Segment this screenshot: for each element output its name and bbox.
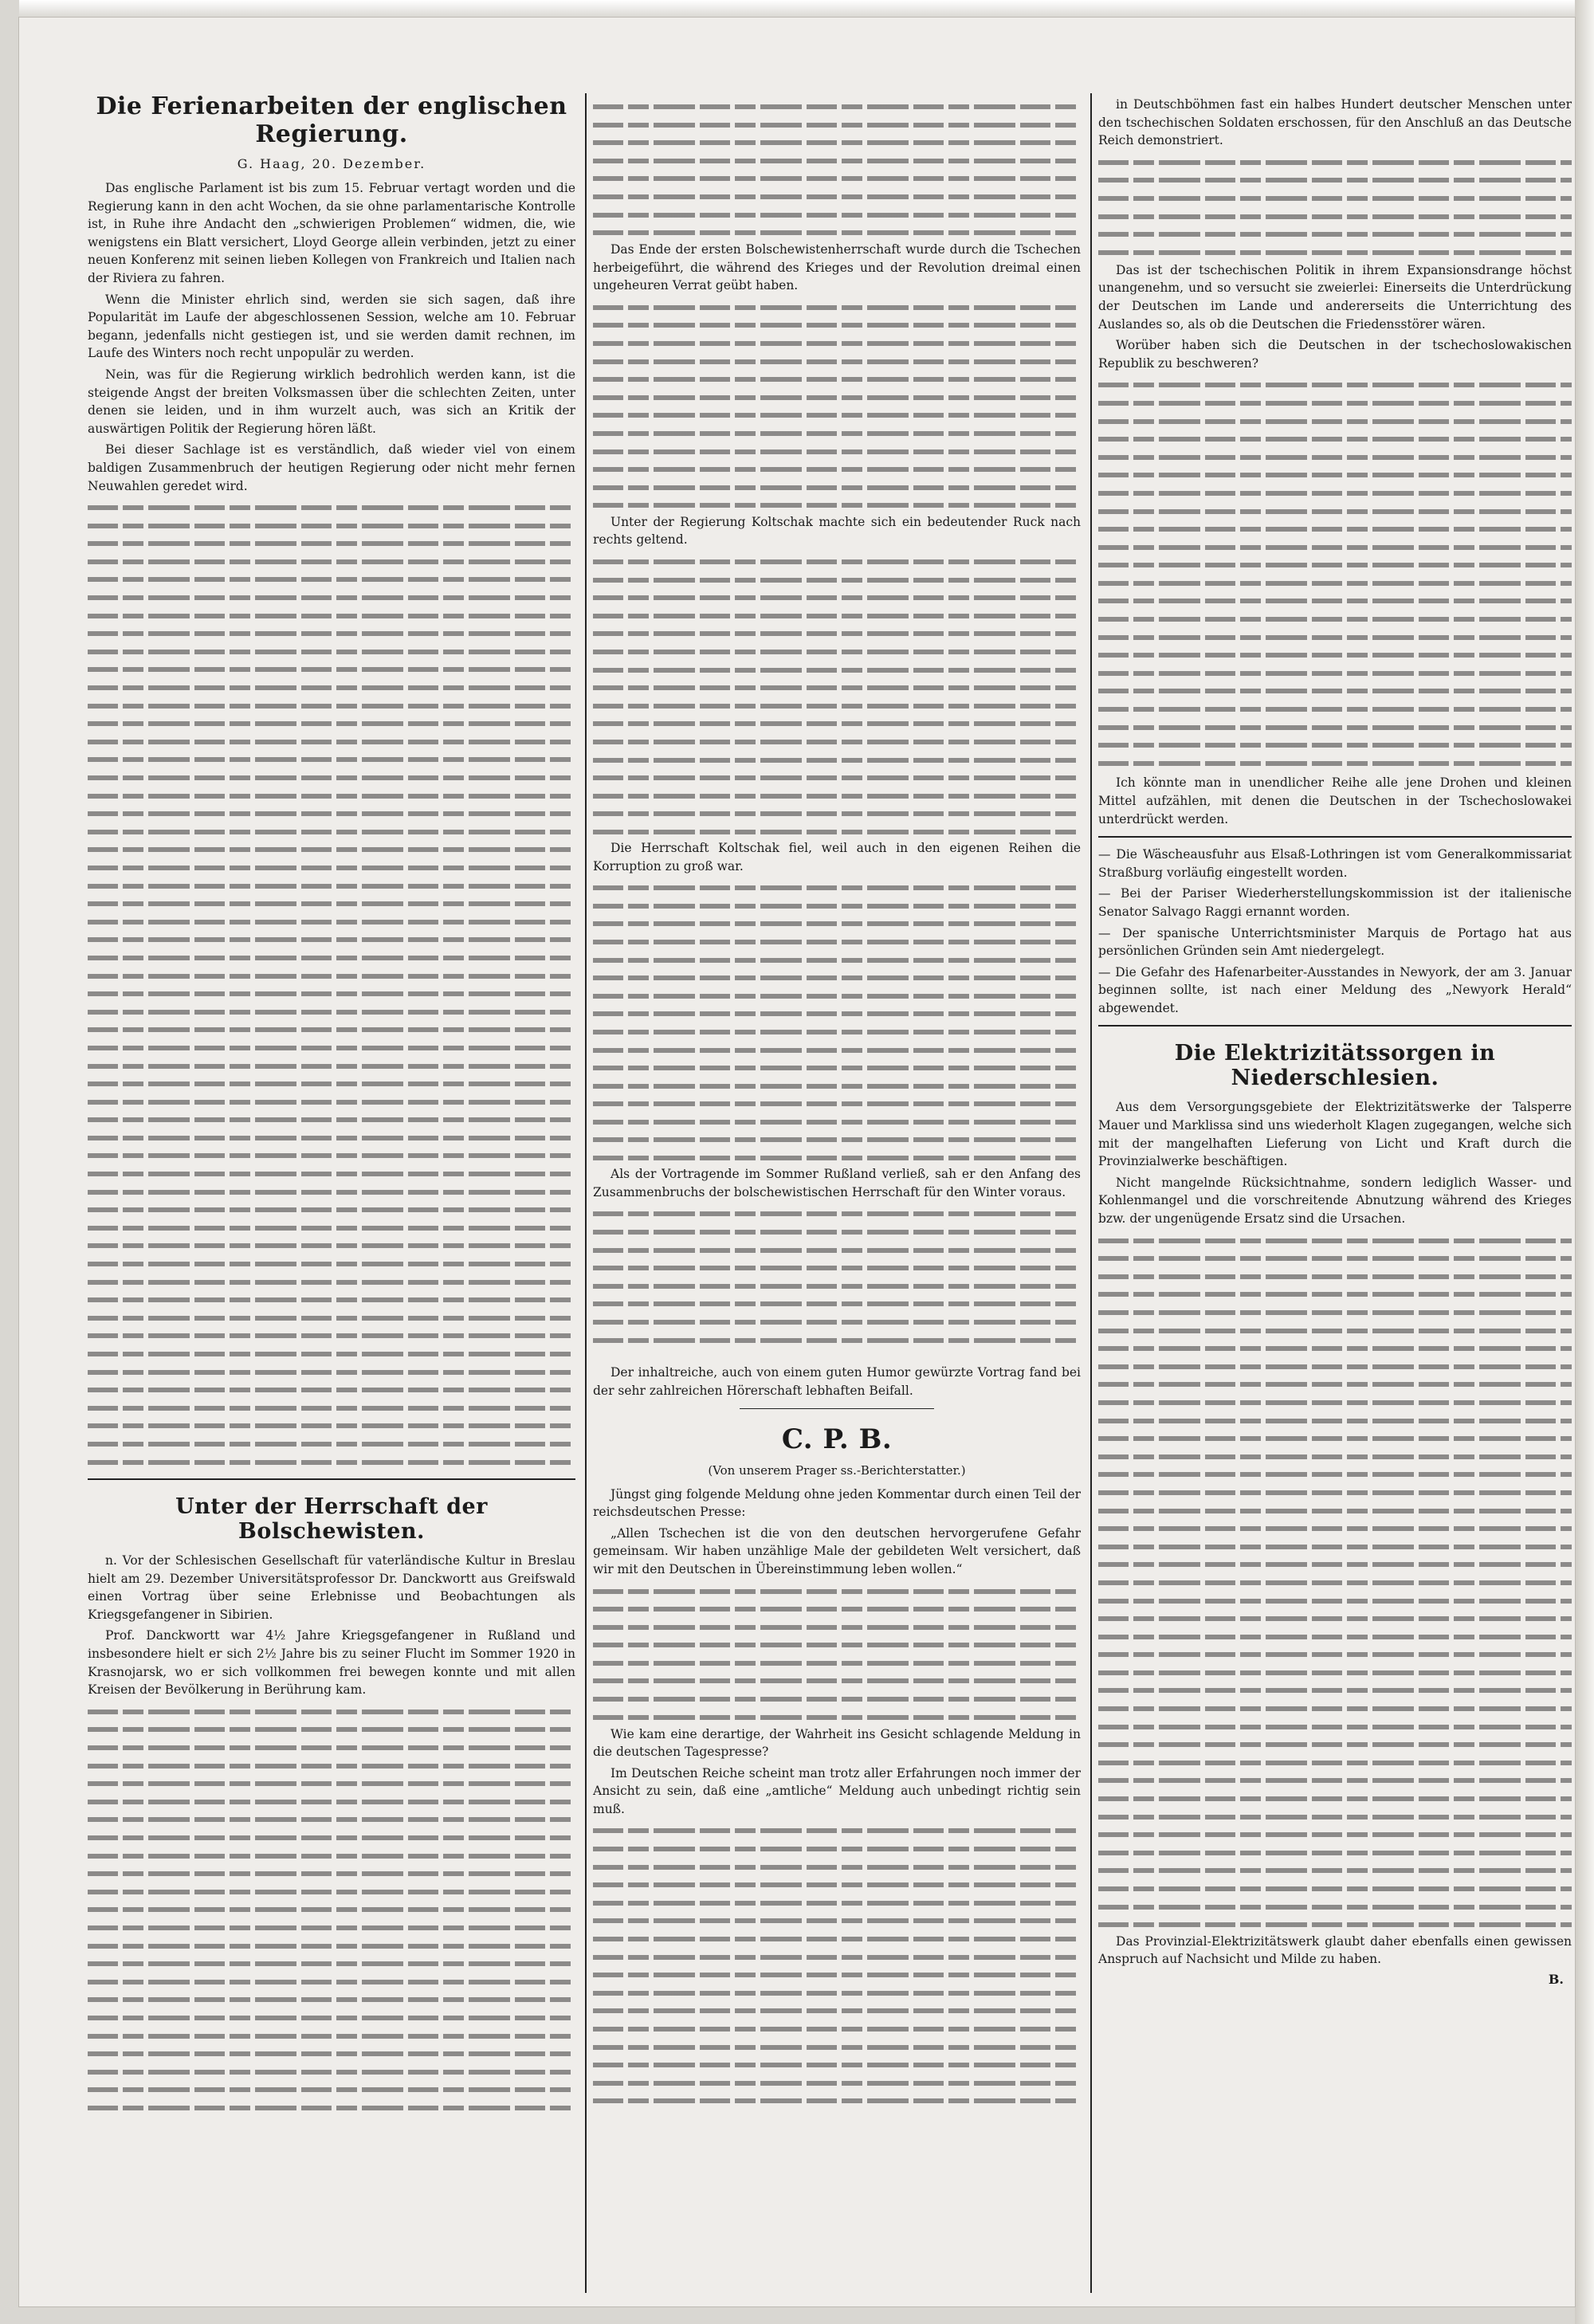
text-lines — [1098, 1231, 1572, 1933]
article-separator — [1098, 1025, 1572, 1027]
text-lines — [593, 298, 1081, 513]
news-note: — Die Gefahr des Hafenarbeiter-Ausstandes in Newyork, der am 3. Januar beginnen sollte, ist nach einer Meldung des „Newyork Herald“ abgewendet. — [1098, 964, 1572, 1015]
paragraph: Unter der Regierung Koltschak machte sich ein bedeutender Ruck nach rechts geltend. — [593, 514, 1081, 548]
column-2 — [593, 97, 1081, 2108]
paragraph: „Allen Tschechen ist die von den deutschen hervorgerufene Gefahr gemeinsam. Wir haben unzählige Male der gebildeten Welt versichert, daß wir mit den Deutschen in Übereinstimmung leben wollen.“ — [593, 1525, 1081, 1576]
text-lines — [593, 1582, 1081, 1725]
paragraph: n. Vor der Schlesischen Gesellschaft für vaterländische Kultur in Breslau hielt am 29. Dezember Universitätsprofessor Dr. Danckwortt aus Greifswald einen Vortrag über seine Erlebnisse und Beobachtungen als Kriegsgefangener in Sibirien. — [88, 1553, 575, 1622]
paragraph: Im Deutschen Reiche scheint man trotz aller Erfahrungen noch immer der Ansicht zu sein, daß eine „amtliche“ Meldung auch unbedingt richtig sein muß. — [593, 1765, 1081, 1816]
article-heading: Die Ferienarbeiten der englischen Regierung. — [96, 92, 567, 148]
news-notes — [1098, 846, 1572, 1017]
text-lines — [88, 498, 575, 1470]
text-lines — [593, 97, 1081, 241]
paragraph: Das Ende der ersten Bolschewistenherrschaft wurde durch die Tschechen herbeigeführt, die während des Krieges und der Revolution dreimal einen ungeheuren Verrat geübt haben. — [593, 242, 1081, 293]
article-separator — [740, 1408, 935, 1409]
article-heading: C. P. B. — [781, 1423, 893, 1455]
newspaper-page — [19, 18, 1575, 2306]
paragraph: Prof. Danckwortt war 4½ Jahre Kriegsgefangener in Rußland und insbesondere hielt er sich 2½ Jahre bis zu seiner Flucht im Sommer 1920 in Krasnojarsk, wo er sich vollkommen frei bewegen konnte und mit allen Kreisen der Bevölkerung in Berührung kam. — [88, 1628, 575, 1698]
paragraph: Das Provinzial-Elektrizitätswerk glaubt daher ebenfalls einen gewissen Anspruch auf Nachsicht und Milde zu haben. — [1098, 1933, 1572, 1967]
paragraph: Die Herrschaft Koltschak fiel, weil auch in den eigenen Reihen die Korruption zu groß war. — [593, 840, 1081, 873]
column-3 — [1098, 96, 1572, 1987]
paragraph: Das englische Parlament ist bis zum 15. Februar vertagt worden und die Regierung kann in den acht Wochen, da sie ohne parlamentarische Kontrolle ist, in Ruhe ihre Andacht den „schwierigen Problemen“ widmen, die, wie wenigstens ein Blatt versichert, Lloyd George allein verbinden, jetzt zu einer neuen Konferenz mit seinen lieben Kollegen von Frankreich und Italien nach der Riviera zu fahren. — [88, 181, 575, 285]
article-heading: Die Elektrizitätssorgen in Niederschlesien. — [1174, 1041, 1496, 1091]
news-note: — Der spanische Unterrichtsminister Marquis de Portago hat aus persönlichen Gründen sein Amt niedergelegt. — [1098, 925, 1572, 959]
paragraph: Das ist der tschechischen Politik in ihrem Expansionsdrange höchst unangenehm, und so versucht sie zweierlei: Einerseits die Unterdrückung der Deutschen im Lande und andererseits die Unterrichtung des Auslandes so, als ob die Deutschen die Friedensstörer wären. — [1098, 262, 1572, 332]
text-lines — [593, 878, 1081, 1165]
paragraph: Aus dem Versorgungsgebiete der Elektrizitätswerke der Talsperre Mauer und Marklissa sind uns wiederholt Klagen zugegangen, welche sich mit der mangelhaften Lieferung von Licht und Kraft durch die Provinzialwerke beschäftigen. — [1098, 1100, 1572, 1169]
news-note: — Die Wäscheausfuhr aus Elsaß-Lothringen ist vom Generalkommissariat Straßburg vorläufig eingestellt worden. — [1098, 847, 1572, 880]
dateline: G. Haag, 20. Dezember. — [237, 156, 426, 171]
article-heading: Unter der Herrschaft der Bolschewisten. — [175, 1494, 488, 1545]
signature: B. — [1548, 1971, 1564, 1987]
paragraph: Worüber haben sich die Deutschen in der tschechoslowakischen Republik zu beschweren? — [1098, 338, 1572, 371]
paper-top-edge — [19, 0, 1575, 18]
paragraph: Wie kam eine derartige, der Wahrheit ins Gesicht schlagende Meldung in die deutschen Tagespresse? — [593, 1726, 1081, 1760]
text-lines — [593, 1204, 1081, 1364]
paragraph: Ich könnte man in unendlicher Reihe alle jene Drohen und kleinen Mittel aufzählen, mit denen die Deutschen in der Tschechoslowakei unterdrückt werden. — [1098, 775, 1572, 826]
paragraph: Der inhaltreiche, auch von einem guten Humor gewürzte Vortrag fand bei der sehr zahlreichen Hörerschaft lebhaften Beifall. — [593, 1365, 1081, 1398]
article-separator — [1098, 836, 1572, 838]
byline: (Von unserem Prager ss.-Berichterstatter.) — [708, 1462, 966, 1478]
column-rule — [585, 93, 587, 2293]
column-rule — [1090, 93, 1092, 2293]
text-lines — [593, 1821, 1081, 2108]
paragraph: Nicht mangelnde Rücksichtnahme, sondern lediglich Wasser- und Kohlenmangel und die vorschreitende Abnutzung während des Krieges bzw. der ungenügende Ersatz sind die Ursachen. — [1098, 1175, 1572, 1227]
paragraph: Nein, was für die Regierung wirklich bedrohlich werden kann, ist die steigende Angst der breiten Volksmassen über die schlechten Zeiten, unter denen sie leiden, und in ihm wurzelt auch, was sich an Kritik der auswärtigen Politik der Regierung hören läßt. — [88, 367, 575, 436]
paragraph: Wenn die Minister ehrlich sind, werden sie sich sagen, daß ihre Popularität im Laufe der abgeschlossenen Session, welche am 10. Februar begann, jedenfalls nicht gestiegen ist, und sie werden damit rechnen, im Laufe des Winters noch recht unpopulär zu werden. — [88, 292, 575, 361]
text-lines — [1098, 153, 1572, 261]
paragraph: Als der Vortragende im Sommer Rußland verließ, sah er den Anfang des Zusammenbruchs der bolschewistischen Herrschaft für den Winter voraus. — [593, 1167, 1081, 1199]
article-separator — [88, 1478, 575, 1480]
paragraph: Jüngst ging folgende Meldung ohne jeden Kommentar durch einen Teil der reichsdeutschen Presse: — [593, 1486, 1081, 1520]
paragraph: Bei dieser Sachlage ist es verständlich, daß wieder viel von einem baldigen Zusammenbruch der heutigen Regierung oder nicht mehr fernen Neuwahlen geredet wird. — [88, 442, 575, 493]
paragraph: in Deutschböhmen fast ein halbes Hundert deutscher Menschen unter den tschechischen Soldaten erschossen, für den Anschluß an das Deutsche Reich demonstriert. — [1098, 97, 1572, 148]
text-lines — [88, 1702, 575, 2117]
news-note: — Bei der Pariser Wiederherstellungskommission ist der italienische Senator Salvago Raggi ernannt worden. — [1098, 886, 1572, 919]
column-1 — [88, 89, 575, 2117]
paper-right-edge — [1575, 0, 1594, 2324]
text-lines — [1098, 375, 1572, 774]
text-lines — [593, 552, 1081, 839]
